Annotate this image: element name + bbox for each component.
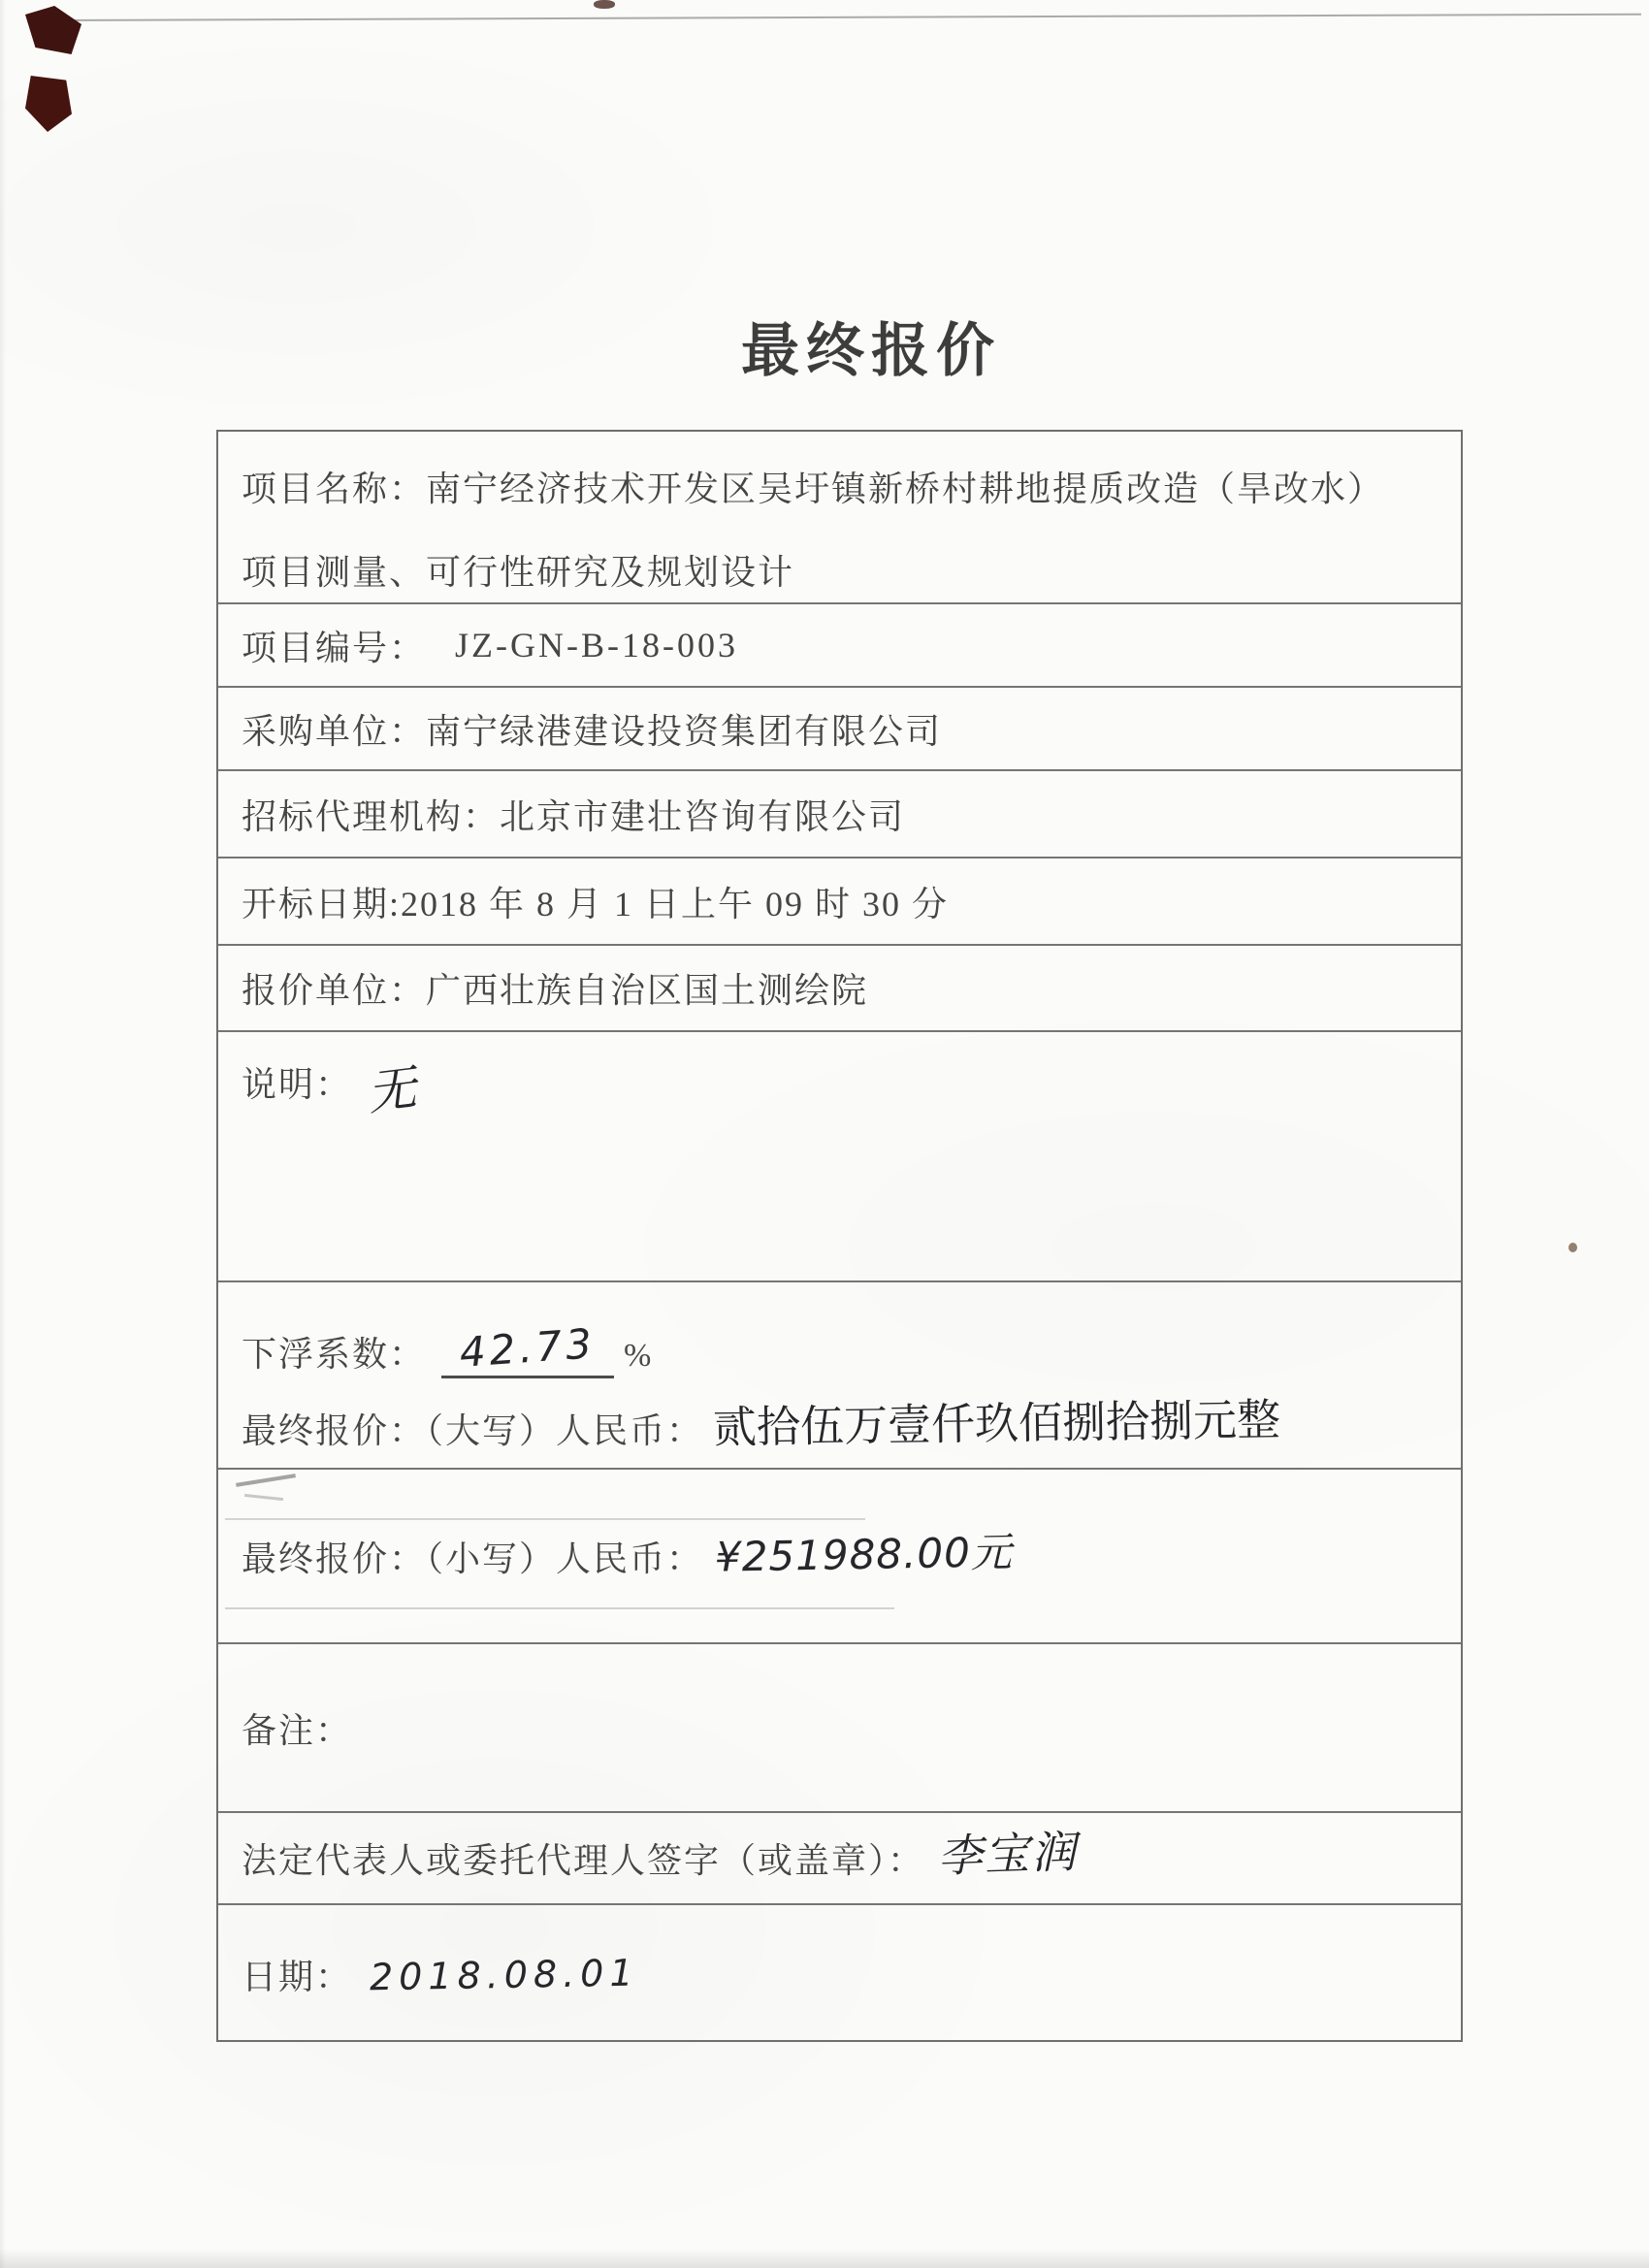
discount-handwritten-value: 42.73 (458, 1319, 598, 1377)
open-date-value: 2018 年 8 月 1 日上午 09 时 30 分 (401, 884, 950, 923)
discount-line (242, 1319, 1461, 1378)
final-lower-label: 最终报价：（小写）人民币： (242, 1539, 704, 1578)
final-lower-handwritten-value: ¥251988.00元 (714, 1528, 1014, 1581)
row-note (218, 1032, 1461, 1282)
final-upper-handwritten-value: 贰拾伍万壹仟玖佰捌拾捌元整 (712, 1393, 1281, 1454)
note-handwritten-value: 无 (364, 1059, 422, 1121)
row-discount-and-upper (218, 1282, 1461, 1470)
remark-label: 备注： (242, 1710, 353, 1750)
purchaser-value: 南宁绿港建设投资集团有限公司 (426, 711, 943, 751)
document-title: 最终报价 (741, 319, 1001, 383)
bidder-label: 报价单位： (242, 971, 427, 1010)
page-bottom-shadow (0, 2249, 1649, 2268)
discount-unit: % (624, 1338, 654, 1374)
agency-value: 北京市建壮咨询有限公司 (500, 796, 906, 836)
final-upper-label: 最终报价：（大写）人民币： (242, 1411, 704, 1450)
row-remark (218, 1644, 1461, 1813)
row-date (218, 1905, 1461, 2044)
signature-label: 法定代表人或委托代理人签字（或盖章）： (242, 1841, 925, 1880)
note-label: 说明： (242, 1065, 353, 1104)
row-purchaser (218, 688, 1461, 771)
row-final-lower (218, 1470, 1461, 1644)
page-left-shadow (0, 0, 6, 2268)
project-no-value: JZ-GN-B-18-003 (455, 626, 738, 664)
open-date-label: 开标日期: (242, 884, 402, 923)
row-bidder (218, 946, 1461, 1032)
row-agency (218, 771, 1461, 859)
corner-ink-mark (25, 6, 81, 54)
row-project-no (218, 604, 1461, 688)
paper-dot-artifact (1568, 1243, 1577, 1252)
purchaser-label: 采购单位： (242, 711, 427, 751)
discount-underline (441, 1319, 614, 1378)
scan-line-artifact (50, 14, 1641, 21)
project-name-value: 南宁经济技术开发区吴圩镇新桥村耕地提质改造（旱改水） (426, 470, 1385, 508)
project-name-line1 (242, 447, 1461, 531)
date-label: 日期： (242, 1958, 353, 1996)
project-no-label: 项目编号： (242, 628, 427, 667)
row-project-name (218, 432, 1461, 604)
agency-label: 招标代理机构： (242, 796, 501, 836)
bidder-value: 广西壮族自治区国土测绘院 (426, 971, 869, 1010)
discount-label: 下浮系数： (242, 1335, 427, 1374)
quotation-table (216, 430, 1463, 2042)
final-upper-line (242, 1392, 1461, 1455)
date-handwritten-value: 2018.08.01 (369, 1951, 639, 1998)
project-name-label: 项目名称： (242, 470, 427, 508)
row-signature (218, 1813, 1461, 1905)
corner-ink-mark (25, 76, 72, 132)
row-open-date (218, 859, 1461, 946)
top-edge-speck (594, 0, 615, 9)
signature-handwritten: 李宝润 (936, 1825, 1079, 1882)
project-name-line2: 项目测量、可行性研究及规划设计 (242, 553, 795, 592)
